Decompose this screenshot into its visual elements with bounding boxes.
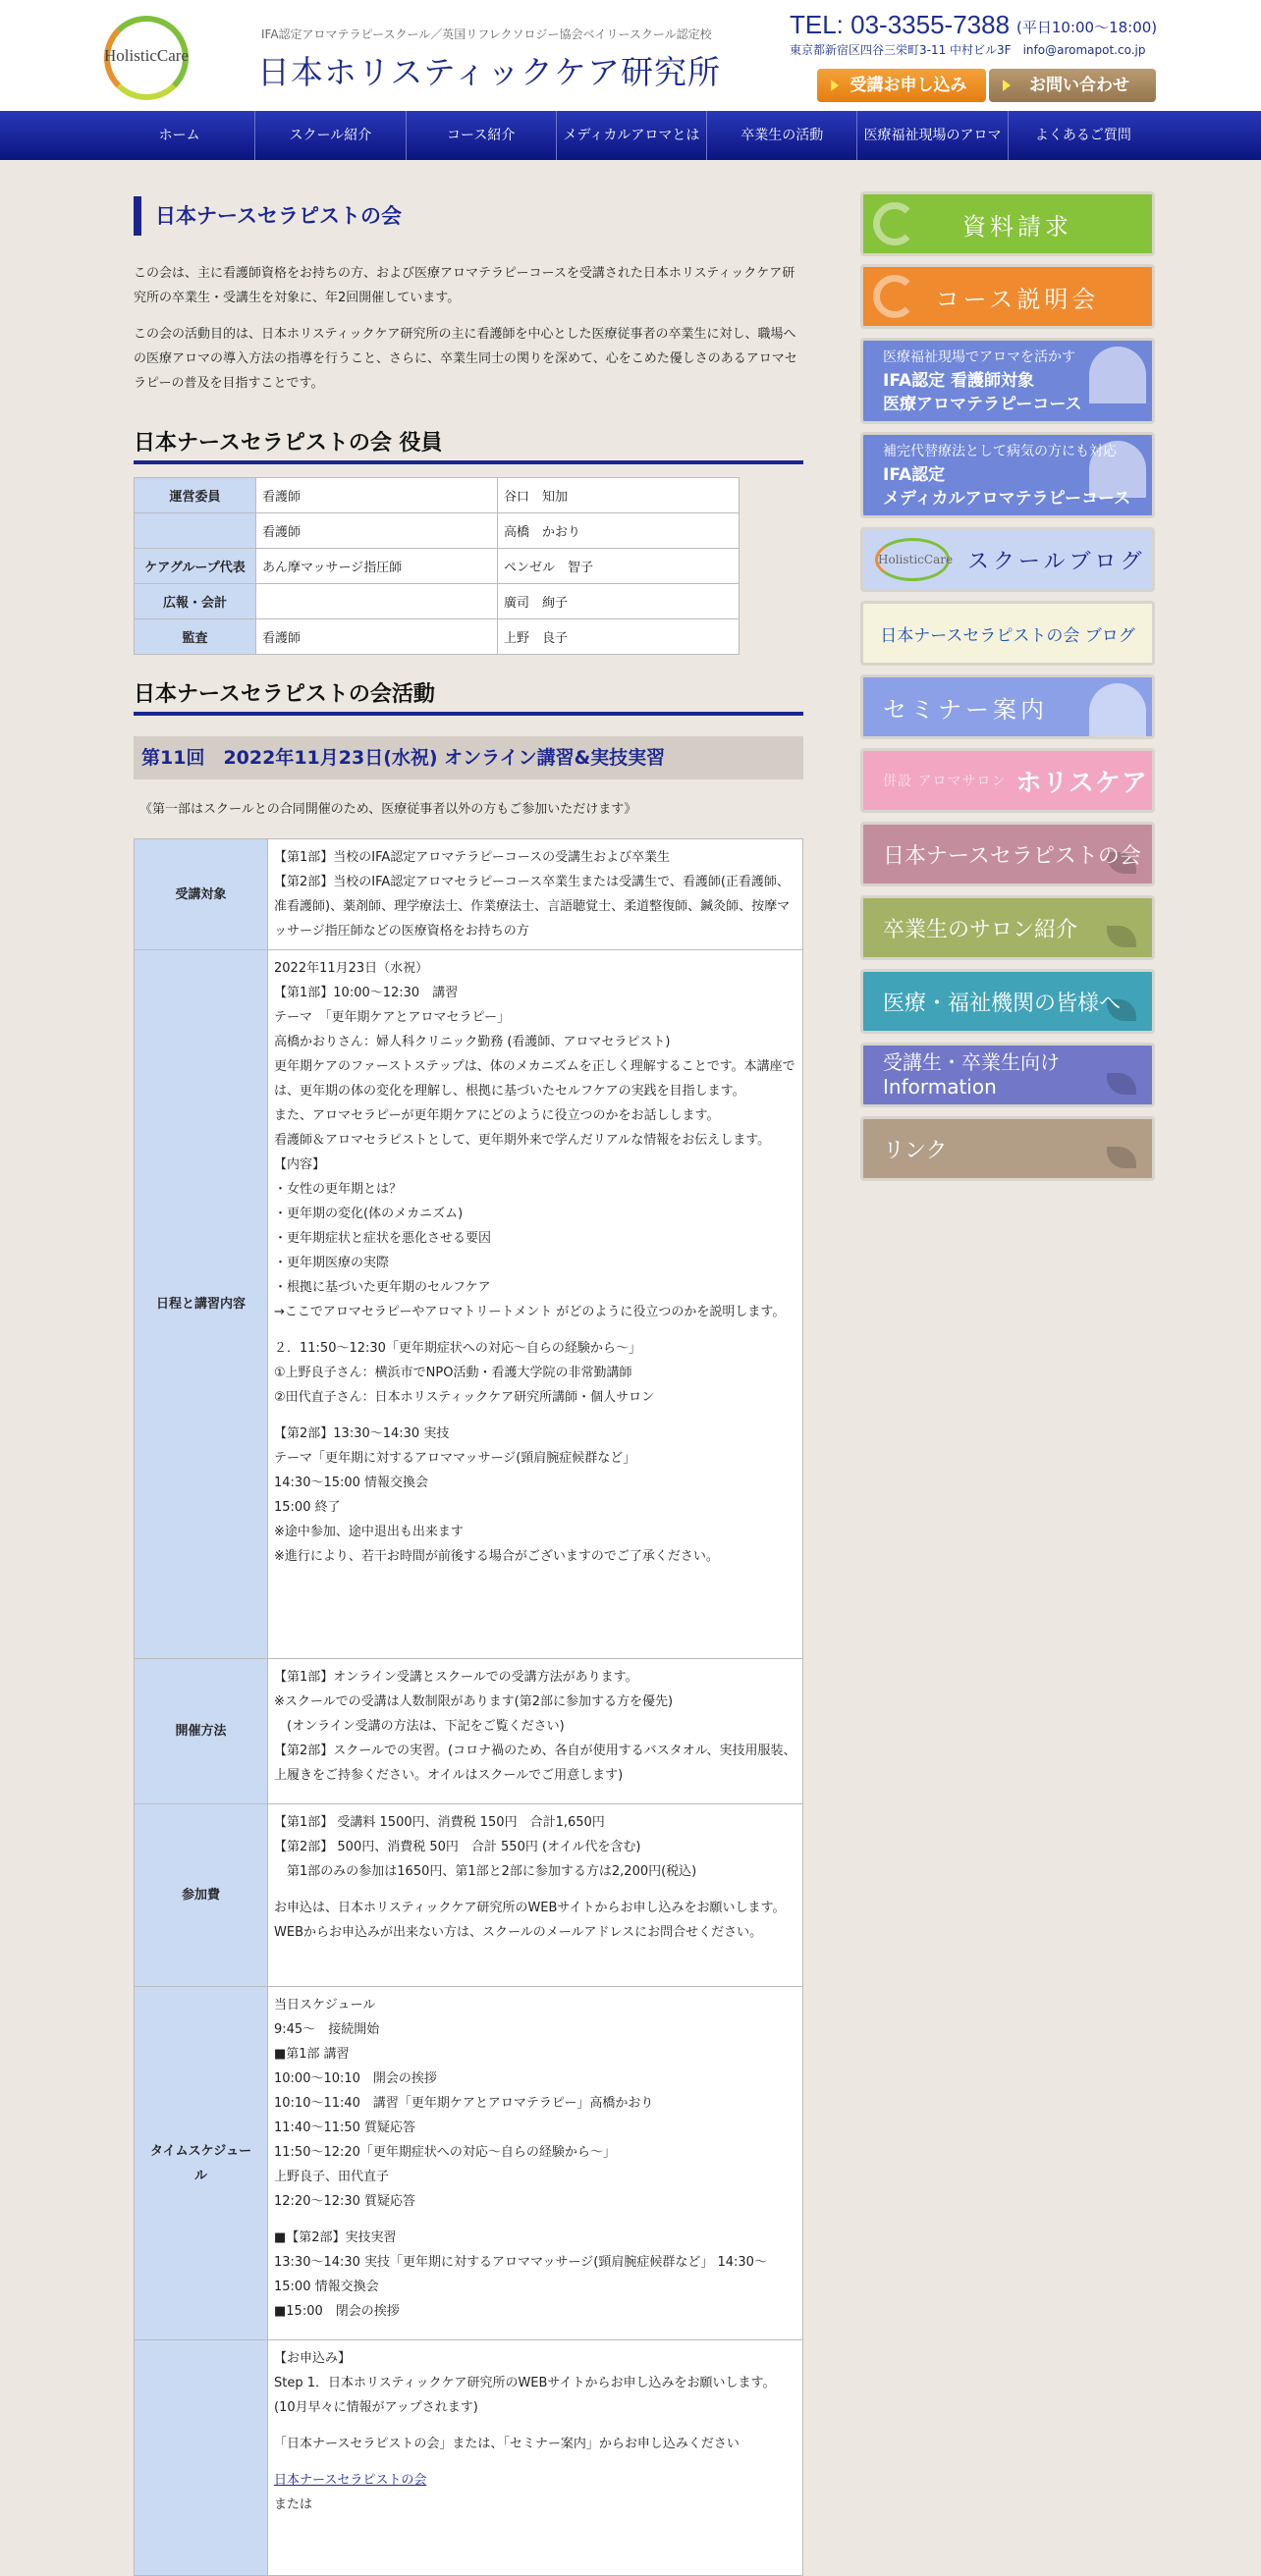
text-line: 看護師＆アロマセラピストとして、更年期外来で学んだリアルな情報をお伝えします。: [274, 1133, 771, 1148]
sidebar-banner-school-blog[interactable]: [860, 527, 1155, 592]
text-line: 【第1部】オンライン受講とスクールでの受講方法があります。: [274, 1670, 638, 1685]
logo-text: HolisticCare: [104, 46, 189, 65]
officer-name: 上野 良子: [498, 619, 740, 655]
sidebar-banner-links[interactable]: [860, 1116, 1155, 1181]
sidebar-banner-nurse-course[interactable]: [860, 338, 1155, 424]
text-line: ・更年期症状と症状を悪化させる要因: [274, 1231, 492, 1246]
row-label-target: 受講対象: [135, 839, 268, 950]
text-line: 【第1部】 受講料 1500円、消費税 150円 合計1,650円: [274, 1815, 605, 1830]
site-logo[interactable]: [102, 14, 191, 102]
banner-label: スクールブログ: [967, 549, 1146, 574]
sidebar-banner-information[interactable]: [860, 1043, 1155, 1107]
banner-prefix: 併設 アロマサロン: [883, 774, 1007, 789]
text-line: 高橋かおりさん：婦人科クリニック勤務 (看護師、アロマセラピスト): [274, 1035, 671, 1049]
nav-item-courses[interactable]: コース紹介: [406, 111, 556, 160]
text-line: ・根拠に基づいた更年期のセルフケア: [274, 1280, 491, 1295]
banner-label: リンク: [883, 1138, 948, 1163]
text-line: [274, 2468, 796, 2493]
text-line: ①上野良子さん：横浜市でNPO活動・看護大学院の非常勤講師: [274, 1366, 632, 1380]
row-label-schedule: 日程と講習内容: [135, 950, 268, 1659]
nav-item-faq[interactable]: よくあるご質問: [1008, 111, 1158, 160]
officer-role: 広報・会計: [135, 584, 256, 619]
holistic-care-logo: HolisticCare: [875, 538, 950, 581]
banner-label: 医療・福祉機関の皆様へ: [883, 991, 1122, 1016]
nav-item-home[interactable]: ホーム: [158, 128, 200, 143]
row-value-fee: [268, 1804, 803, 1987]
table-row: [135, 584, 740, 619]
text-line: 10:10～11:40 講習「更年期ケアとアロマテラピー」高橋かおり: [274, 2096, 654, 2111]
banner-label: 卒業生のサロン紹介: [883, 917, 1078, 942]
text-line: 11:40～11:50 質疑応答: [274, 2120, 416, 2135]
text-line: テーマ 「更年期ケアとアロマセラピー」: [274, 1010, 510, 1025]
nav-item-graduates[interactable]: 卒業生の活動: [706, 111, 856, 160]
banner-label: 日本ナースセラピストの会 ブログ: [880, 625, 1135, 646]
table-row: [135, 1804, 803, 1987]
banner-line: 受講生・卒業生向け: [883, 1050, 1060, 1074]
event-note: 《第一部はスクールとの合同開催のため、医療従事者以外の方もご参加いただけます》: [139, 802, 637, 817]
banner-content: [863, 751, 1152, 810]
banner-line: 医療福祉現場でアロマを活かす: [883, 349, 1075, 365]
arrow-right-icon: [1003, 80, 1011, 91]
site-title[interactable]: 日本ホリスティックケア研究所: [257, 53, 722, 91]
text-line: 【第1部】10:00～12:30 講習: [274, 986, 459, 1000]
text-line: 2022年11月23日（水祝）: [274, 961, 429, 976]
phone-number: TEL: 03-3355-7388: [790, 10, 1011, 39]
row-value-method: [268, 1659, 803, 1804]
text-line: 【第2部】13:30～14:30 実技: [274, 1426, 450, 1441]
officer-role: 監査: [135, 619, 256, 655]
contact-button-label: お問い合わせ: [1029, 76, 1129, 95]
text-line: ２．11:50～12:30「更年期症状への対応～自らの経験から～」: [274, 1341, 641, 1356]
text-line: ・更年期医療の実際: [274, 1256, 390, 1270]
banner-label: 資料請求: [962, 212, 1072, 241]
table-row: [135, 2340, 803, 2576]
sidebar-banner-nurse-association[interactable]: [860, 822, 1155, 886]
nav-item-care-aroma[interactable]: 医療福祉現場のアロマ: [856, 111, 1007, 160]
banner-line: 補完代替療法として病気の方にも対応: [883, 444, 1117, 459]
banner-label: [863, 435, 1152, 515]
text-line: 【第2部】スクールでの実習。(コロナ禍のため、各自が使用するバスタオル、実技用服装、上履きをご持参ください。オイルはスクールでご用意します): [274, 1744, 796, 1783]
sidebar-banner-medical-course[interactable]: [860, 432, 1155, 518]
table-row: [135, 478, 740, 513]
sidebar-banner-request[interactable]: [860, 191, 1155, 256]
main-nav: [0, 111, 1261, 160]
banner-line: IFA認定: [883, 465, 946, 485]
activity-heading: 日本ナースセラピストの会活動: [134, 677, 803, 716]
text-line: また、アロマセラピーが更年期ケアにどのように役立つのかをお話しします。: [274, 1108, 720, 1123]
text-line: 更年期ケアのファーストステップは、体のメカニズムを正しく理解することです。本講座では、更年期の体の変化を理解し、根拠に基づいたセルフケアの実践を目指します。: [274, 1059, 795, 1099]
officer-role: 運営委員: [135, 478, 256, 513]
officer-job: 看護師: [256, 478, 498, 513]
table-row: [135, 839, 803, 950]
table-row: [135, 619, 740, 655]
apply-button[interactable]: [817, 69, 986, 102]
row-label-method: 開催方法: [135, 1659, 268, 1804]
arrow-right-icon: [831, 80, 839, 91]
text-line: ・更年期の変化(体のメカニズム): [274, 1207, 464, 1221]
text-line: 【第1部】当校のIFA認定アロマテラピーコースの受講生および卒業生: [274, 850, 671, 865]
text-line: ※途中参加、途中退出も出来ます: [274, 1525, 464, 1539]
banner-label: ホリスケア: [1015, 768, 1148, 798]
row-label-apply: [135, 2340, 268, 2576]
officer-job: 看護師: [256, 619, 498, 655]
table-row: [135, 549, 740, 584]
text-line: 第1部のみの参加は1650円、第1部と2部に参加する方は2,200円(税込): [274, 1864, 697, 1879]
banner-label: セミナー案内: [883, 695, 1048, 724]
event-title: 第11回 2022年11月23日(水祝) オンライン講習&実技実習: [134, 736, 803, 779]
officers-heading: 日本ナースセラピストの会 役員: [134, 426, 803, 464]
table-row: [135, 1659, 803, 1804]
officer-role: [135, 513, 256, 549]
text-line: 上野良子、田代直子: [274, 2170, 390, 2184]
text-line: ※進行により、若干お時間が前後する場合がございますのでご了承ください。: [274, 1549, 719, 1564]
text-line: ②田代直子さん：日本ホリスティックケア研究所講師・個人サロン: [274, 1390, 655, 1405]
banner-label: 日本ナースセラピストの会: [883, 843, 1141, 869]
officer-job: [256, 584, 498, 619]
banner-line: Information: [883, 1075, 997, 1099]
text-line: 【第2部】 500円、消費税 50円 合計 550円 (オイル代を含む): [274, 1840, 641, 1854]
banner-label: [863, 1046, 1152, 1104]
officer-job: 看護師: [256, 513, 498, 549]
banner-line: 医療アロマテラピーコース: [883, 395, 1082, 414]
site-header: [0, 0, 1261, 111]
text-line: 12:20～12:30 質疑応答: [274, 2194, 416, 2209]
row-value-apply: [268, 2340, 803, 2576]
banner-line: IFA認定 看護師対象: [883, 371, 1035, 391]
phone-hours: (平日10:00～18:00): [1016, 19, 1158, 36]
address: 東京都新宿区四谷三栄町3-11 中村ビル3F info@aromapot.co.jp: [790, 43, 1146, 57]
text-line: 10:00～10:10 開会の挨拶: [274, 2071, 437, 2086]
officers-table: [134, 477, 740, 655]
sidebar-banner-nurse-blog[interactable]: [860, 601, 1155, 666]
officer-name: 高橋 かおり: [498, 513, 740, 549]
sidebar-banner-medical-institutions[interactable]: [860, 969, 1155, 1034]
officer-name: 廣司 絢子: [498, 584, 740, 619]
page-title: 日本ナースセラピストの会: [134, 196, 803, 236]
text-line: 当日スケジュール: [274, 1998, 376, 2012]
text-line: ・女性の更年期とは？: [274, 1182, 403, 1197]
officer-role: ケアグループ代表: [135, 549, 256, 584]
sidebar-banner-salon[interactable]: [860, 748, 1155, 813]
nav-item-school[interactable]: スクール紹介: [254, 111, 405, 160]
text-line: →ここでアロマセラピーやアロマトリートメント がどのように役立つのかを説明します。: [274, 1305, 786, 1319]
intro-paragraph-1: この会は、主に看護師資格をお持ちの方、および医療アロマテラピーコースを受講された日本ホリスティックケア研究所の卒業生・受講生を対象に、年2回開催しています。: [134, 266, 795, 305]
text-line: または: [274, 2497, 313, 2512]
table-row: [135, 950, 803, 1659]
banner-content: [863, 530, 1152, 589]
text-line: ※スクールでの受講は人数制限があります(第2部に参加する方を優先): [274, 1694, 674, 1709]
text-line: ■【第2部】実技実習: [274, 2230, 397, 2245]
intro-paragraph-2: この会の活動目的は、日本ホリスティックケア研究所の主に看護師を中心とした医療従事者の卒業生に対し、職場への医療アロマの導入方法の指導を行うこと、さらに、卒業生同士の関りを深めて、心をこめた優しさのあるアロマセラピーの普及を目指すことです。: [134, 327, 797, 391]
text-line: 【第2部】当校のIFA認定アロマセラピーコース卒業生または受講生で、看護師(正看護師、准看護師)、薬剤師、理学療法士、作業療法士、言語聴覚士、柔道整復師、鍼灸師、按摩マッサージ指圧師などの医療資格をお持ちの方: [274, 875, 791, 939]
site-subtitle: IFA認定アロマテラピースクール／英国リフレクソロジー協会ベイリースクール認定校: [261, 27, 712, 41]
sidebar-banner-briefing[interactable]: [860, 264, 1155, 329]
sidebar-banner-seminar[interactable]: [860, 674, 1155, 739]
banner-label: コース説明会: [935, 285, 1100, 313]
apply-button-label: 受講お申し込み: [850, 76, 967, 95]
text-line: テーマ「更年期に対するアロママッサージ(頸肩腕症候群など」: [274, 1451, 636, 1466]
text-line: 14:30～15:00 情報交換会: [274, 1476, 429, 1490]
text-line: 【お申込み】: [274, 2351, 352, 2366]
nav-item-medical-aroma[interactable]: メディカルアロマとは: [556, 111, 706, 160]
event-detail-table: [134, 838, 803, 2576]
row-label-timetable: タイムスケジュール: [135, 1987, 268, 2340]
row-label-fee: 参加費: [135, 1804, 268, 1987]
contact-button[interactable]: [989, 69, 1156, 102]
sidebar-banner-graduate-salons[interactable]: [860, 895, 1155, 960]
text-line: 「日本ナースセラピストの会」または、「セミナー案内」からお申し込みください: [274, 2437, 740, 2451]
text-line: ■第1部 講習: [274, 2047, 350, 2062]
table-row: [135, 513, 740, 549]
text-line: Step 1．日本ホリスティックケア研究所のWEBサイトからお申し込みをお願いします。(10月早々に情報がアップされます): [274, 2376, 776, 2415]
text-line: お申込は、日本ホリスティックケア研究所のWEBサイトからお申し込みをお願いします。WEBからお申込みが出来ない方は、スクールのメールアドレスにお問合せください。: [274, 1901, 786, 1940]
text-line: 15:00 終了: [274, 1500, 341, 1515]
text-line: ■15:00 閉会の挨拶: [274, 2304, 400, 2319]
text-line: 【内容】: [274, 1157, 326, 1172]
text-line: (オンライン受講の方法は、下記をご覧ください): [274, 1719, 565, 1734]
officer-job: あん摩マッサージ指圧師: [256, 549, 498, 584]
table-row: [135, 1987, 803, 2340]
banner-line: メディカルアロマテラピーコース: [883, 489, 1131, 509]
row-value-timetable: [268, 1987, 803, 2340]
nurse-therapist-link[interactable]: 日本ナースセラピストの会: [274, 2473, 427, 2488]
officer-name: 谷口 知加: [498, 478, 740, 513]
banner-label: [863, 341, 1152, 421]
text-line: 9:45～ 接続開始: [274, 2022, 380, 2037]
row-value-schedule: [268, 950, 803, 1659]
officer-name: ペンゼル 智子: [498, 549, 740, 584]
row-value-target: [268, 839, 803, 950]
text-line: 11:50～12:20「更年期症状への対応～自らの経験から～」: [274, 2145, 616, 2160]
text-line: 13:30～14:30 実技「更年期に対するアロママッサージ(頸肩腕症候群など」 14:30～15:00 情報交換会: [274, 2255, 767, 2294]
